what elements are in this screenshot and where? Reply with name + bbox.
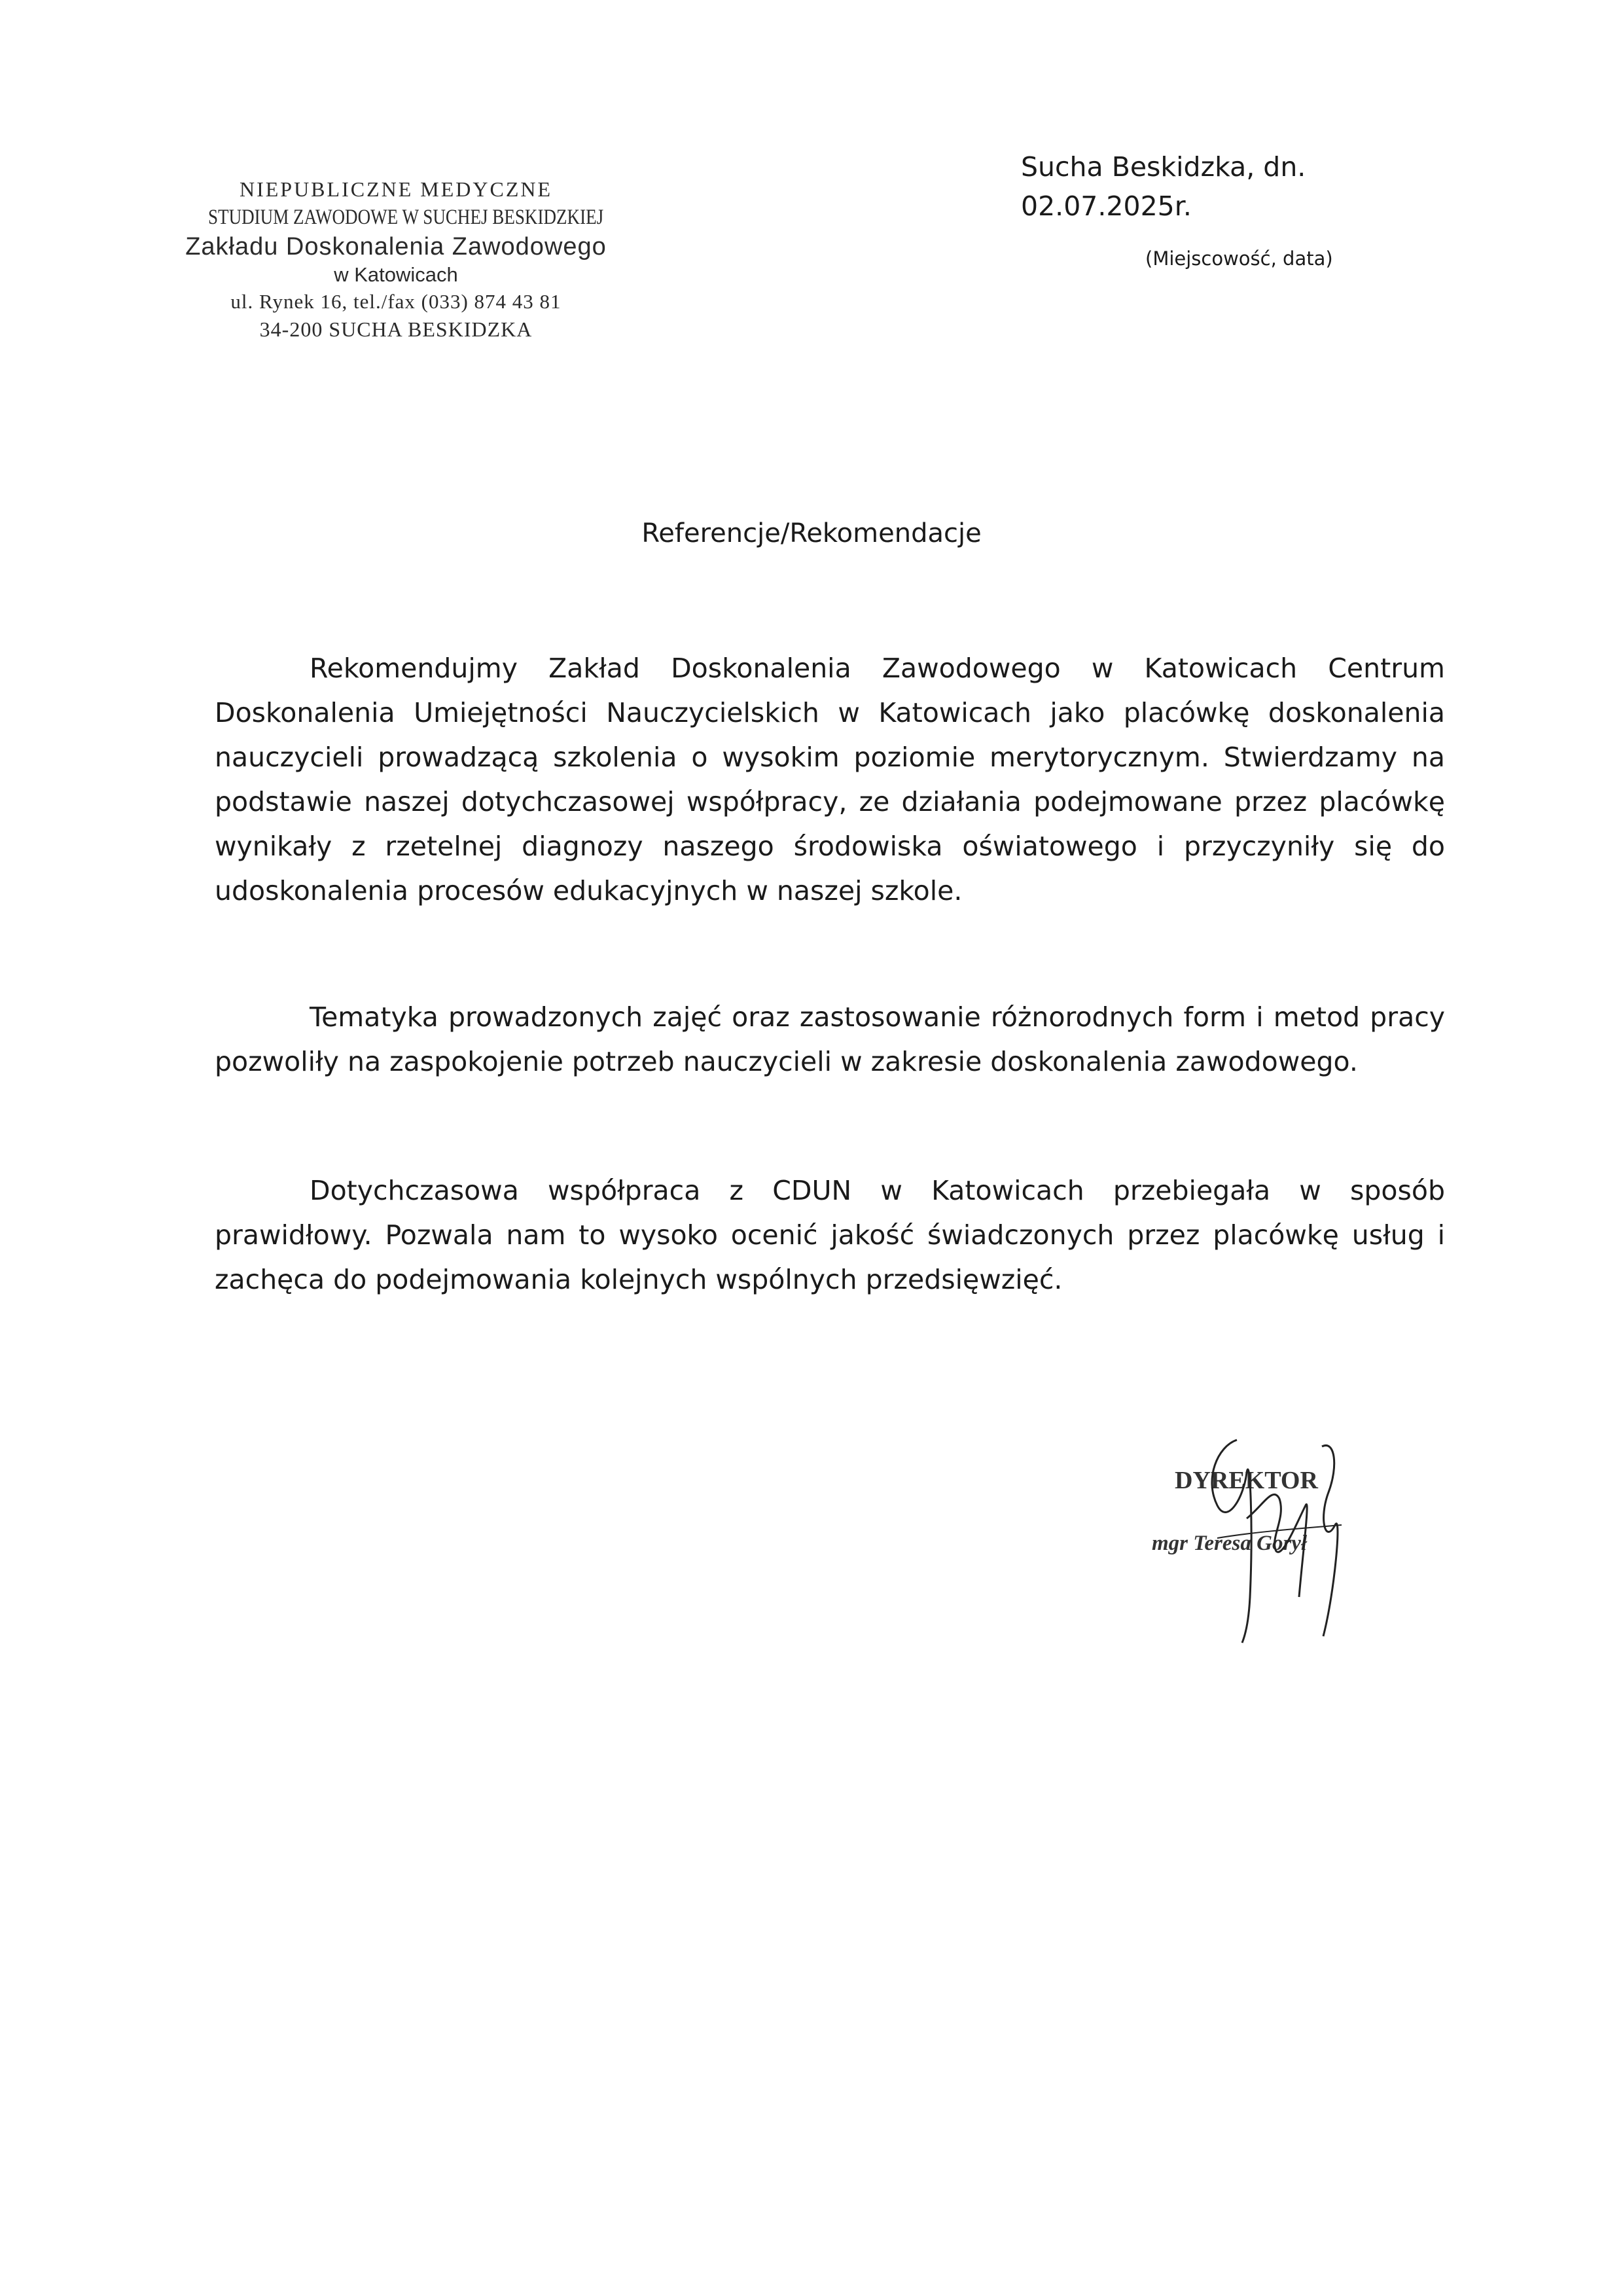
signature-name: mgr Teresa Gorył: [1152, 1532, 1308, 1555]
stamp-line-1: NIEPUBLICZNE MEDYCZNE: [239, 177, 553, 201]
place-date: Sucha Beskidzka, dn. 02.07.2025r.: [1021, 151, 1306, 222]
institution-stamp: [167, 175, 625, 343]
place-date-caption: (Miejscowość, data): [1145, 247, 1333, 270]
stamp-line-4: w Katowicach: [334, 263, 458, 286]
stamp-line-5: ul. Rynek 16, tel./fax (033) 874 43 81: [230, 290, 562, 313]
paragraph-2: Tematyka prowadzonych zajęć oraz zastosowanie różnorodnych form i metod pracy pozwoliły na zaspokojenie potrzeb nauczycieli w zakresie doskonalenia zawodowego.: [215, 1001, 1445, 1077]
signature-block: [1139, 1427, 1400, 1669]
stamp-line-3: Zakładu Doskonalenia Zawodowego: [185, 233, 607, 260]
stamp-line-6: 34-200 SUCHA BESKIDZKA: [259, 317, 533, 341]
handwritten-signature-icon: [1139, 1427, 1400, 1669]
document-title: Referencje/Rekomendacje: [641, 518, 982, 548]
paragraph-3: Dotychczasowa współpraca z CDUN w Katowicach przebiegała w sposób prawidłowy. Pozwala nam to wysoko ocenić jakość świadczonych przez placówkę usług i zachęca do podejmowania kolejnych wspólnych przedsięwzięć.: [215, 1175, 1445, 1295]
stamp-line-2: STUDIUM ZAWODOWE W SUCHEJ BESKIDZKIEJ: [208, 206, 604, 229]
signature-title: DYREKTOR: [1175, 1467, 1318, 1494]
paragraph-1: Rekomendujmy Zakład Doskonalenia Zawodowego w Katowicach Centrum Doskonalenia Umiejętności Nauczycielskich w Katowicach jako placówkę doskonalenia nauczycieli prowadzącą szkolenia o wysokim poziomie merytorycznym. Stwierdzamy na podstawie naszej dotychczasowej współpracy, ze działania podejmowane przez placówkę wynikały z rzetelnej diagnozy naszego środowiska oświatowego i przyczyniły się do udoskonalenia procesów edukacyjnych w naszej szkole.: [215, 653, 1445, 906]
place-date-block: [1021, 147, 1466, 272]
